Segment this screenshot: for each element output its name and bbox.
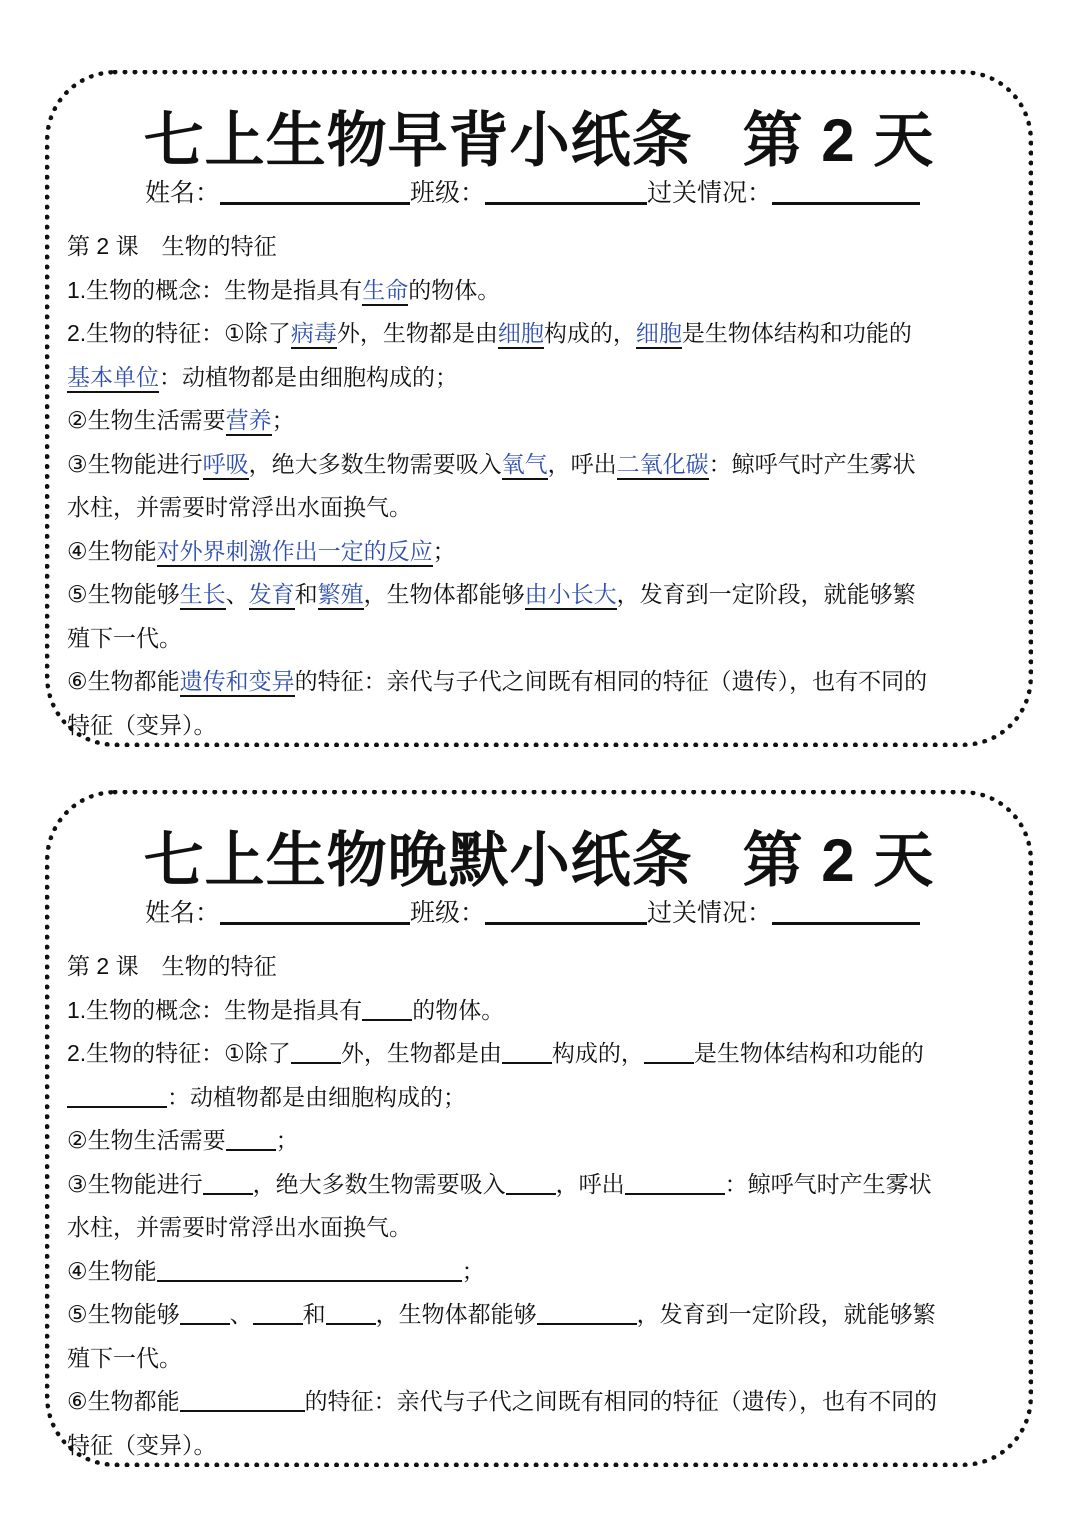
student-info-row	[145, 893, 920, 929]
point-2-5-cont: 殖下一代。	[67, 1344, 182, 1371]
text: ；	[271, 407, 295, 433]
morning-review-card	[45, 70, 1033, 747]
point-2	[67, 1032, 1013, 1076]
text: ；	[461, 1257, 485, 1284]
text: 的特征：亲代与子代之间既有相同的特征（遗传），也有不同的	[294, 668, 928, 694]
class-field[interactable]	[485, 896, 647, 925]
text: ：鲸呼气时产生雾状	[724, 1170, 932, 1197]
text: 外，生物都是由	[336, 320, 498, 346]
text: 、	[229, 1301, 253, 1327]
answer: 生命	[362, 277, 408, 306]
text: 和	[294, 581, 318, 607]
card-title	[50, 93, 1028, 179]
text: 的特征：亲代与子代之间既有相同的特征（遗传），也有不同的	[304, 1388, 938, 1414]
title-main: 七上生物晚默小纸条	[143, 827, 693, 894]
point-2-3-cont: 水柱，并需要时常浮出水面换气。	[67, 494, 412, 520]
blank-field[interactable]	[226, 1127, 276, 1151]
answer: 二氧化碳	[617, 451, 709, 480]
answer: 繁殖	[318, 581, 364, 610]
text: ：动植物都是由细胞构成的；	[167, 1083, 466, 1110]
answer: 细胞	[636, 320, 682, 349]
text: ②生物生活需要	[67, 1127, 226, 1153]
name-label: 姓名：	[145, 179, 221, 207]
blank-field[interactable]	[506, 1171, 556, 1195]
title-day: 第 2 天	[742, 827, 935, 894]
text: 2.生物的特征：①除了	[67, 1040, 291, 1066]
text: ，绝大多数生物需要吸入	[248, 450, 502, 477]
text: 1.生物的概念：生物是指具有	[67, 276, 363, 303]
point-2-4	[67, 1250, 1013, 1294]
answer: 病毒	[291, 320, 337, 349]
point-2-6-cont: 特征（变异）。	[67, 1431, 217, 1458]
text: ④生物能	[67, 1257, 157, 1284]
point-2-3-cont: 水柱，并需要时常浮出水面换气。	[67, 1214, 412, 1240]
point-2-3	[67, 1163, 1013, 1207]
answer: 营养	[226, 407, 272, 436]
point-2-2	[67, 399, 1013, 443]
blank-field[interactable]	[326, 1301, 376, 1325]
text: ④生物能	[67, 537, 157, 564]
point-2-cont	[67, 356, 1013, 400]
text: ⑤生物能够	[67, 1301, 180, 1327]
title-main: 七上生物早背小纸条	[143, 107, 693, 174]
text: 构成的，	[551, 1040, 644, 1066]
text: 是生物体结构和功能的	[681, 320, 912, 346]
point-2-6	[67, 660, 1013, 704]
point-1	[67, 989, 1013, 1033]
text: ⑥生物都能	[67, 668, 180, 694]
class-label: 班级：	[410, 179, 486, 207]
answer: 呼吸	[203, 451, 249, 480]
answer: 对外界刺激作出一定的反应	[157, 538, 433, 567]
text: 1.生物的概念：生物是指具有	[67, 996, 363, 1023]
status-field[interactable]	[772, 896, 920, 925]
blank-field[interactable]	[625, 1171, 725, 1195]
evening-quiz-card	[45, 790, 1033, 1467]
text: ，绝大多数生物需要吸入	[252, 1170, 506, 1197]
point-2-4	[67, 530, 1013, 574]
point-1	[67, 269, 1013, 313]
status-label: 过关情况：	[647, 179, 773, 207]
point-2-2	[67, 1119, 1013, 1163]
text: 是生物体结构和功能的	[693, 1040, 924, 1066]
name-field[interactable]	[220, 896, 410, 925]
blank-field[interactable]	[67, 1084, 167, 1108]
text: ，生物体都能够	[375, 1301, 537, 1327]
text: 的物体。	[408, 276, 501, 303]
text: 2.生物的特征：①除了	[67, 320, 291, 346]
text: ③生物能进行	[67, 450, 203, 477]
name-field[interactable]	[220, 176, 410, 205]
answer: 遗传和变异	[180, 668, 295, 697]
blank-field[interactable]	[644, 1040, 694, 1064]
text: ，呼出	[547, 450, 617, 477]
text: ②生物生活需要	[67, 407, 226, 433]
point-2-6	[67, 1380, 1013, 1424]
blank-field[interactable]	[157, 1258, 462, 1282]
point-2-cont	[67, 1076, 1013, 1120]
answer: 基本单位	[67, 364, 159, 393]
content-body	[67, 225, 1013, 747]
blank-field[interactable]	[180, 1301, 230, 1325]
point-2	[67, 312, 1013, 356]
answer: 生长	[180, 581, 226, 610]
text: 构成的，	[543, 320, 636, 346]
class-field[interactable]	[485, 176, 647, 205]
blank-field[interactable]	[253, 1301, 303, 1325]
text: ⑥生物都能	[67, 1388, 180, 1414]
card-title	[50, 813, 1028, 899]
text: 外，生物都是由	[340, 1040, 502, 1066]
text: ；	[275, 1127, 299, 1153]
blank-field[interactable]	[180, 1388, 305, 1412]
text: 的物体。	[412, 996, 505, 1023]
lesson-heading: 第 2 课 生物的特征	[67, 233, 277, 259]
answer: 细胞	[498, 320, 544, 349]
text: ⑤生物能够	[67, 581, 180, 607]
point-2-5-cont: 殖下一代。	[67, 624, 182, 651]
blank-field[interactable]	[362, 997, 412, 1021]
blank-field[interactable]	[537, 1301, 637, 1325]
text: ：动植物都是由细胞构成的；	[159, 363, 458, 390]
text: ，呼出	[555, 1170, 625, 1197]
text: ，发育到一定阶段，就能够繁	[636, 1301, 936, 1327]
answer: 氧气	[502, 451, 548, 480]
text: ，发育到一定阶段，就能够繁	[616, 581, 916, 607]
text: 和	[302, 1301, 326, 1327]
answer: 发育	[249, 581, 295, 610]
blank-field[interactable]	[203, 1171, 253, 1195]
text: 、	[225, 581, 249, 607]
status-field[interactable]	[772, 176, 920, 205]
answer: 由小长大	[525, 581, 617, 610]
lesson-heading: 第 2 课 生物的特征	[67, 953, 277, 979]
text: ：鲸呼气时产生雾状	[708, 450, 916, 477]
name-label: 姓名：	[145, 899, 221, 927]
blank-field[interactable]	[291, 1040, 341, 1064]
text: ；	[432, 537, 456, 564]
student-info-row	[145, 173, 920, 209]
point-2-5	[67, 1293, 1013, 1337]
content-body	[67, 945, 1013, 1467]
point-2-3	[67, 443, 1013, 487]
point-2-6-cont: 特征（变异）。	[67, 711, 217, 738]
text: ③生物能进行	[67, 1170, 203, 1197]
class-label: 班级：	[410, 899, 486, 927]
text: ，生物体都能够	[363, 581, 525, 607]
status-label: 过关情况：	[647, 899, 773, 927]
point-2-5	[67, 573, 1013, 617]
blank-field[interactable]	[502, 1040, 552, 1064]
title-day: 第 2 天	[742, 107, 935, 174]
